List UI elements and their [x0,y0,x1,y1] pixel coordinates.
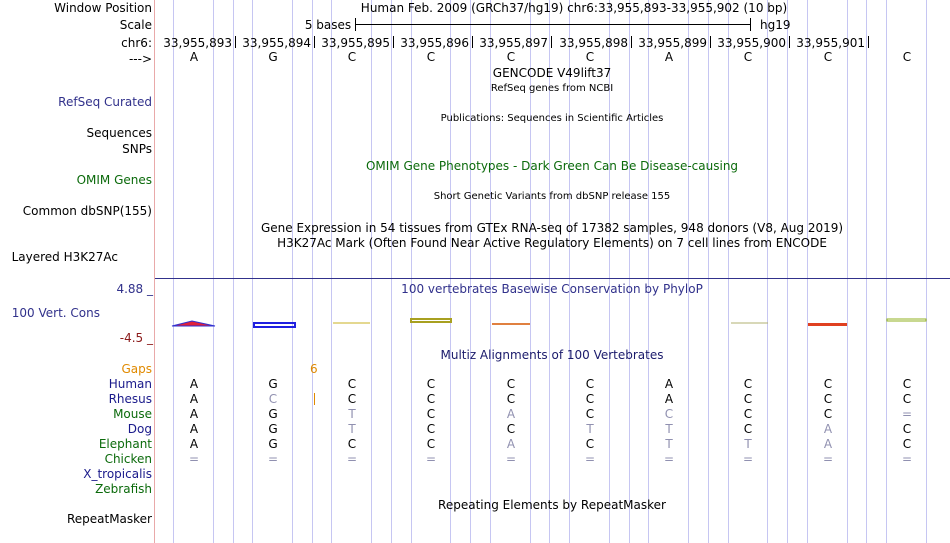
track-title-h3k27ac: H3K27Ac Mark (Often Found Near Active Regulatory Elements) on 7 cell lines from ENCODE [277,236,827,250]
track-title-gtex: Gene Expression in 54 tissues from GTEx RNA-seq of 17382 samples, 948 donors (V8, Aug 2019) [260,221,844,235]
coordinate-tick [710,36,711,48]
species-label-human: Human [108,377,152,391]
grid-line [708,0,709,543]
alignment-base: = [505,452,517,466]
reference-base: C [347,50,357,64]
conservation-graph [155,310,950,332]
scale-text: 5 bases [304,18,352,32]
grid-line [292,0,293,543]
grid-line [886,0,887,543]
scale-bar-end-left [355,18,356,31]
alignment-base: = [425,452,437,466]
coordinate-label: 33,955,900 [717,36,786,50]
grid-line [252,0,253,543]
scale-bar-end-right [750,18,751,31]
alignment-base: G [268,377,278,391]
coordinate-label: 33,955,897 [479,36,548,50]
coordinate-tick [393,36,394,48]
alignment-base: T [665,422,673,436]
cons-min-label: -4.5 _ [119,331,153,345]
coordinate-tick [314,36,315,48]
grid-line [787,0,788,543]
grid-line [391,0,392,543]
alignment-base: G [268,422,278,436]
track-title-multiz: Multiz Alignments of 100 Vertebrates [440,348,664,362]
gaps-count: 6 [310,362,318,376]
alignment-base: C [823,407,833,421]
conservation-peak-g [254,323,295,327]
alignment-base: C [506,377,516,391]
alignment-base: A [823,422,833,436]
coordinate-label: 33,955,898 [559,36,628,50]
alignment-base: C [902,392,912,406]
grid-line [173,0,174,543]
alignment-base: C [426,377,436,391]
species-label-dog: Dog [127,422,152,436]
grid-line [411,0,412,543]
track-title-dbsnp: Short Genetic Variants from dbSNP release 155 [433,191,671,202]
grid-line [926,0,927,543]
alignment-base: A [189,437,199,451]
track-label-snps[interactable]: SNPs [122,142,152,156]
alignment-base: T [586,422,594,436]
grid-line [213,0,214,543]
conservation-peak-c2 [411,319,451,322]
grid-line [767,0,768,543]
track-label-refseq[interactable]: RefSeq Curated [58,95,152,109]
alignment-base: C [823,377,833,391]
grid-line [233,0,234,543]
coordinate-tick [472,36,473,48]
alignment-base: G [268,437,278,451]
reference-base: A [664,50,674,64]
reference-base: A [189,50,199,64]
scale-bar [355,24,750,25]
alignment-base: A [189,422,199,436]
grid-line [688,0,689,543]
cons-max-label: 4.88 _ [116,282,153,296]
coordinate-label: 33,955,901 [796,36,865,50]
grid-line [331,0,332,543]
alignment-base: C [506,422,516,436]
conservation-peak-c5 [808,323,847,326]
coordinate-tick [631,36,632,48]
alignment-base: C [506,392,516,406]
grid-line [807,0,808,543]
alignment-base: C [902,437,912,451]
alignment-base: C [426,422,436,436]
alignment-base: C [664,407,674,421]
label-separator [154,0,155,543]
alignment-base: C [268,392,278,406]
alignment-base: T [348,422,356,436]
gap-marker [314,393,315,405]
species-label-chicken: Chicken [104,452,152,466]
gaps-label: Gaps [121,362,152,376]
alignment-base: A [189,377,199,391]
track-divider [155,278,950,279]
track-label-omim[interactable]: OMIM Genes [76,173,152,187]
alignment-base: C [347,437,357,451]
coordinate-tick [235,36,236,48]
assembly-label: hg19 [760,18,791,32]
track-title-repeatmasker: Repeating Elements by RepeatMasker [438,498,666,512]
coordinate-tick [789,36,790,48]
alignment-base: = [901,452,913,466]
alignment-base: C [347,377,357,391]
track-title-phylop: 100 vertebrates Basewise Conservation by PhyloP [401,282,703,296]
alignment-base: T [665,437,673,451]
track-title-omim: OMIM Gene Phenotypes - Dark Green Can Be Disease-causing [365,159,739,173]
coordinate-label: 33,955,894 [242,36,311,50]
alignment-base: A [664,377,674,391]
alignment-base: A [823,437,833,451]
species-label-elephant: Elephant [98,437,152,451]
track-title-gencode: GENCODE V49lift37 [492,66,612,80]
track-label-sequences[interactable]: Sequences [86,126,152,140]
coordinate-label: 33,955,899 [638,36,707,50]
reference-base: C [426,50,436,64]
coordinate-tick [868,36,869,48]
species-label-x-tropicalis: X_tropicalis [83,467,152,481]
reference-base: G [268,50,278,64]
grid-line [312,0,313,543]
alignment-base: = [663,452,675,466]
grid-line [866,0,867,543]
window-position-label: Window Position [54,1,152,15]
alignment-base: = [346,452,358,466]
alignment-base: C [585,407,595,421]
grid-line [629,0,630,543]
conservation-peak-a [172,321,215,326]
alignment-base: C [426,407,436,421]
alignment-base: C [902,377,912,391]
alignment-base: C [585,392,595,406]
track-label-repeatmasker[interactable]: RepeatMasker [66,512,152,526]
reference-base: C [585,50,595,64]
species-label-mouse: Mouse [113,407,152,421]
alignment-base: = [742,452,754,466]
alignment-base: C [426,437,436,451]
alignment-base: = [188,452,200,466]
alignment-base: C [743,392,753,406]
alignment-base: C [743,377,753,391]
scale-label: Scale [119,18,152,32]
track-title-publications: Publications: Sequences in Scientific Articles [440,113,664,124]
coordinate-tick [551,36,552,48]
chrom-label: chr6: [121,36,152,50]
coordinate-label: 33,955,893 [163,36,232,50]
conservation-peak-c3 [492,323,530,325]
alignment-base: T [348,407,356,421]
grid-line [728,0,729,543]
track-label-h3k27ac[interactable]: Layered H3K27Ac [11,250,118,264]
track-label-conservation[interactable]: 100 Vert. Cons [11,306,100,320]
strand-arrow-label: ---> [128,52,152,66]
alignment-base: A [189,407,199,421]
grid-line [470,0,471,543]
track-label-dbsnp[interactable]: Common dbSNP(155) [22,204,152,218]
alignment-base: C [585,437,595,451]
reference-base: C [902,50,912,64]
alignment-base: G [268,407,278,421]
species-label-zebrafish: Zebrafish [95,482,152,496]
reference-base: C [506,50,516,64]
alignment-base: A [664,392,674,406]
alignment-base: C [902,422,912,436]
window-position-text: Human Feb. 2009 (GRCh37/hg19) chr6:33,955,893-33,955,902 (10 bp) [360,1,788,15]
coordinate-label: 33,955,896 [400,36,469,50]
grid-line [648,0,649,543]
reference-base: C [743,50,753,64]
alignment-base: = [584,452,596,466]
reference-base: C [823,50,833,64]
alignment-base: = [901,407,913,421]
alignment-base: C [823,392,833,406]
grid-line [847,0,848,543]
alignment-base: A [506,407,516,421]
alignment-base: C [743,422,753,436]
alignment-base: = [267,452,279,466]
alignment-base: C [347,392,357,406]
grid-line [371,0,372,543]
alignment-base: C [585,377,595,391]
conservation-peak-c6 [887,319,926,321]
alignment-base: C [426,392,436,406]
alignment-base: A [189,392,199,406]
track-title-refseq: RefSeq genes from NCBI [490,83,614,94]
alignment-base: T [744,437,752,451]
alignment-base: C [743,407,753,421]
species-label-rhesus: Rhesus [108,392,152,406]
coordinate-label: 33,955,895 [321,36,390,50]
alignment-base: A [506,437,516,451]
alignment-base: = [822,452,834,466]
grid-line [450,0,451,543]
